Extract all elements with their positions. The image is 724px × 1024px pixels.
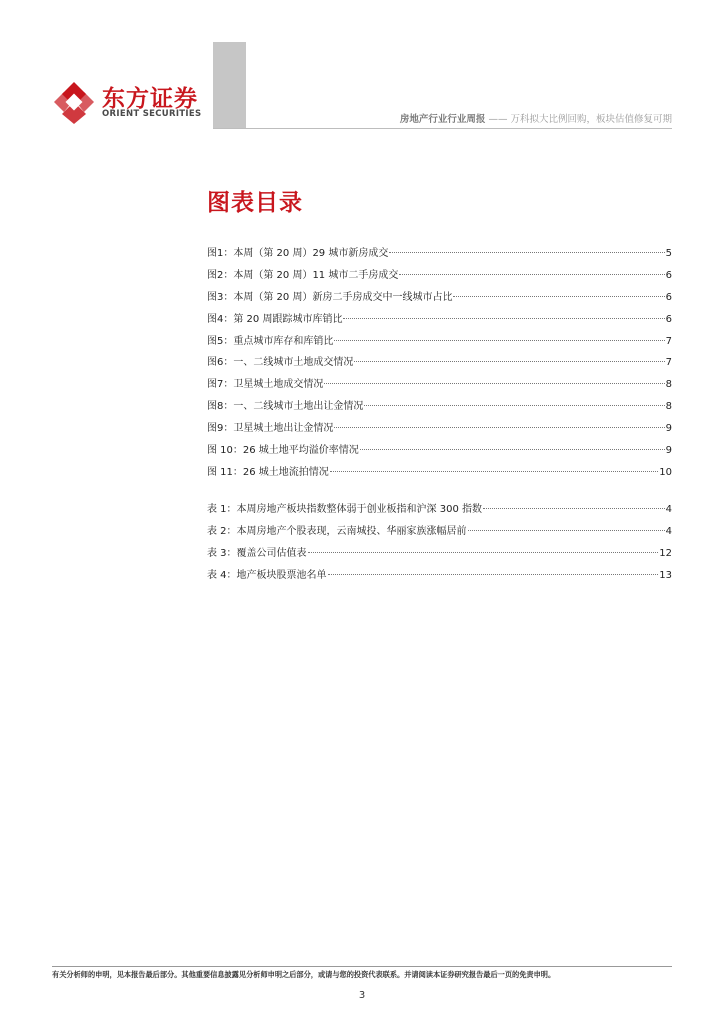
- dot-leader: [330, 470, 658, 472]
- dot-leader: [328, 573, 659, 575]
- dot-leader: [389, 251, 664, 253]
- toc-entry-label: 图9：卫星城土地出让金情况: [207, 423, 334, 435]
- toc-entry-label: 图 10：26 城土地平均溢价率情况: [207, 445, 359, 457]
- footer-divider: [52, 966, 672, 967]
- toc-entry-label: 图5：重点城市库存和库销比: [207, 335, 334, 347]
- toc-entry-label: 图7：卫星城土地成交情况: [207, 379, 324, 391]
- figure-list: [207, 243, 672, 484]
- toc-entry-page: 7: [665, 335, 672, 347]
- toc-entry[interactable]: [207, 565, 672, 587]
- logo-name-en: ORIENT SECURITIES: [102, 109, 202, 119]
- toc-entry-page: 6: [665, 313, 672, 325]
- toc-entry-label: 图8：一、二线城市土地出让金情况: [207, 401, 364, 413]
- toc-entry[interactable]: [207, 374, 672, 396]
- toc-title: 图表目录: [207, 190, 303, 216]
- dot-leader: [483, 507, 665, 509]
- toc-entry[interactable]: [207, 309, 672, 331]
- dot-leader: [334, 339, 664, 341]
- table-list: [207, 499, 672, 587]
- dot-leader: [399, 273, 664, 275]
- toc-entry-label: 表 3：覆盖公司估值表: [207, 547, 307, 559]
- toc-entry[interactable]: [207, 462, 672, 484]
- toc-entry[interactable]: [207, 440, 672, 462]
- toc-entry-page: 6: [665, 269, 672, 281]
- toc-entry[interactable]: [207, 418, 672, 440]
- toc-entry[interactable]: [207, 543, 672, 565]
- toc-entry-page: 10: [659, 466, 672, 478]
- header-accent-bar: [213, 42, 246, 128]
- toc-entry-page: 6: [665, 291, 672, 303]
- toc-entry-label: 图 11：26 城土地流拍情况: [207, 466, 329, 478]
- toc-entry-label: 图6：一、二线城市土地成交情况: [207, 357, 354, 369]
- toc-entry-label: 表 4：地产板块股票池名单: [207, 569, 327, 581]
- dot-leader: [324, 382, 664, 384]
- dot-leader: [334, 426, 664, 428]
- toc-entry-label: 图3：本周（第 20 周）新房二手房成交中一线城市占比: [207, 291, 453, 303]
- toc-entry-label: 图2：本周（第 20 周）11 城市二手房成交: [207, 269, 399, 281]
- toc-entry-page: 12: [659, 547, 672, 559]
- dot-leader: [364, 404, 664, 406]
- header-divider: [213, 128, 672, 129]
- page-number: 3: [358, 990, 366, 1001]
- report-header: [400, 111, 672, 125]
- toc-entry[interactable]: [207, 396, 672, 418]
- toc-entry[interactable]: [207, 243, 672, 265]
- toc-entry-page: 5: [665, 248, 672, 259]
- toc-entry-page: 9: [665, 423, 672, 435]
- footer-disclaimer: 有关分析师的申明，见本报告最后部分。其他重要信息披露见分析师申明之后部分，或请与您的投资代表联系。并请阅读本证券研究报告最后一页的免责申明。: [52, 970, 556, 979]
- dot-leader: [308, 551, 659, 553]
- toc-entry[interactable]: [207, 265, 672, 287]
- toc-entry-page: 4: [665, 525, 672, 537]
- toc-entry[interactable]: [207, 521, 672, 543]
- toc-entry-label: 表 1：本周房地产板块指数整体弱于创业板指和沪深 300 指数: [207, 504, 482, 515]
- toc-entry-page: 8: [665, 379, 672, 391]
- toc-entry-page: 8: [665, 401, 672, 413]
- dot-leader: [354, 360, 664, 362]
- report-type: 房地产行业行业周报: [399, 114, 486, 125]
- toc-entry[interactable]: [207, 331, 672, 353]
- toc-entry-label: 图1：本周（第 20 周）29 城市新房成交: [207, 248, 389, 259]
- dot-leader: [343, 317, 664, 319]
- toc-entry-page: 4: [665, 504, 672, 515]
- dot-leader: [360, 448, 665, 450]
- toc-entry-page: 7: [665, 357, 672, 369]
- toc-entry-label: 图4：第 20 周跟踪城市库销比: [207, 313, 343, 325]
- orient-logo-icon: [52, 80, 96, 124]
- toc-entry[interactable]: [207, 499, 672, 521]
- header-separator: ——: [488, 114, 508, 125]
- dot-leader: [453, 295, 664, 297]
- logo-name-cn: 东方证券: [102, 86, 198, 112]
- dot-leader: [468, 529, 665, 531]
- toc-entry[interactable]: [207, 287, 672, 309]
- toc-entry-page: 9: [665, 445, 672, 457]
- toc-entry-label: 表 2：本周房地产个股表现，云南城投、华丽家族涨幅居前: [207, 525, 467, 537]
- company-logo: [52, 76, 212, 126]
- toc-entry-page: 13: [659, 569, 672, 581]
- toc-entry[interactable]: [207, 352, 672, 374]
- report-subtitle: 万科拟大比例回购，板块估值修复可期: [510, 114, 672, 125]
